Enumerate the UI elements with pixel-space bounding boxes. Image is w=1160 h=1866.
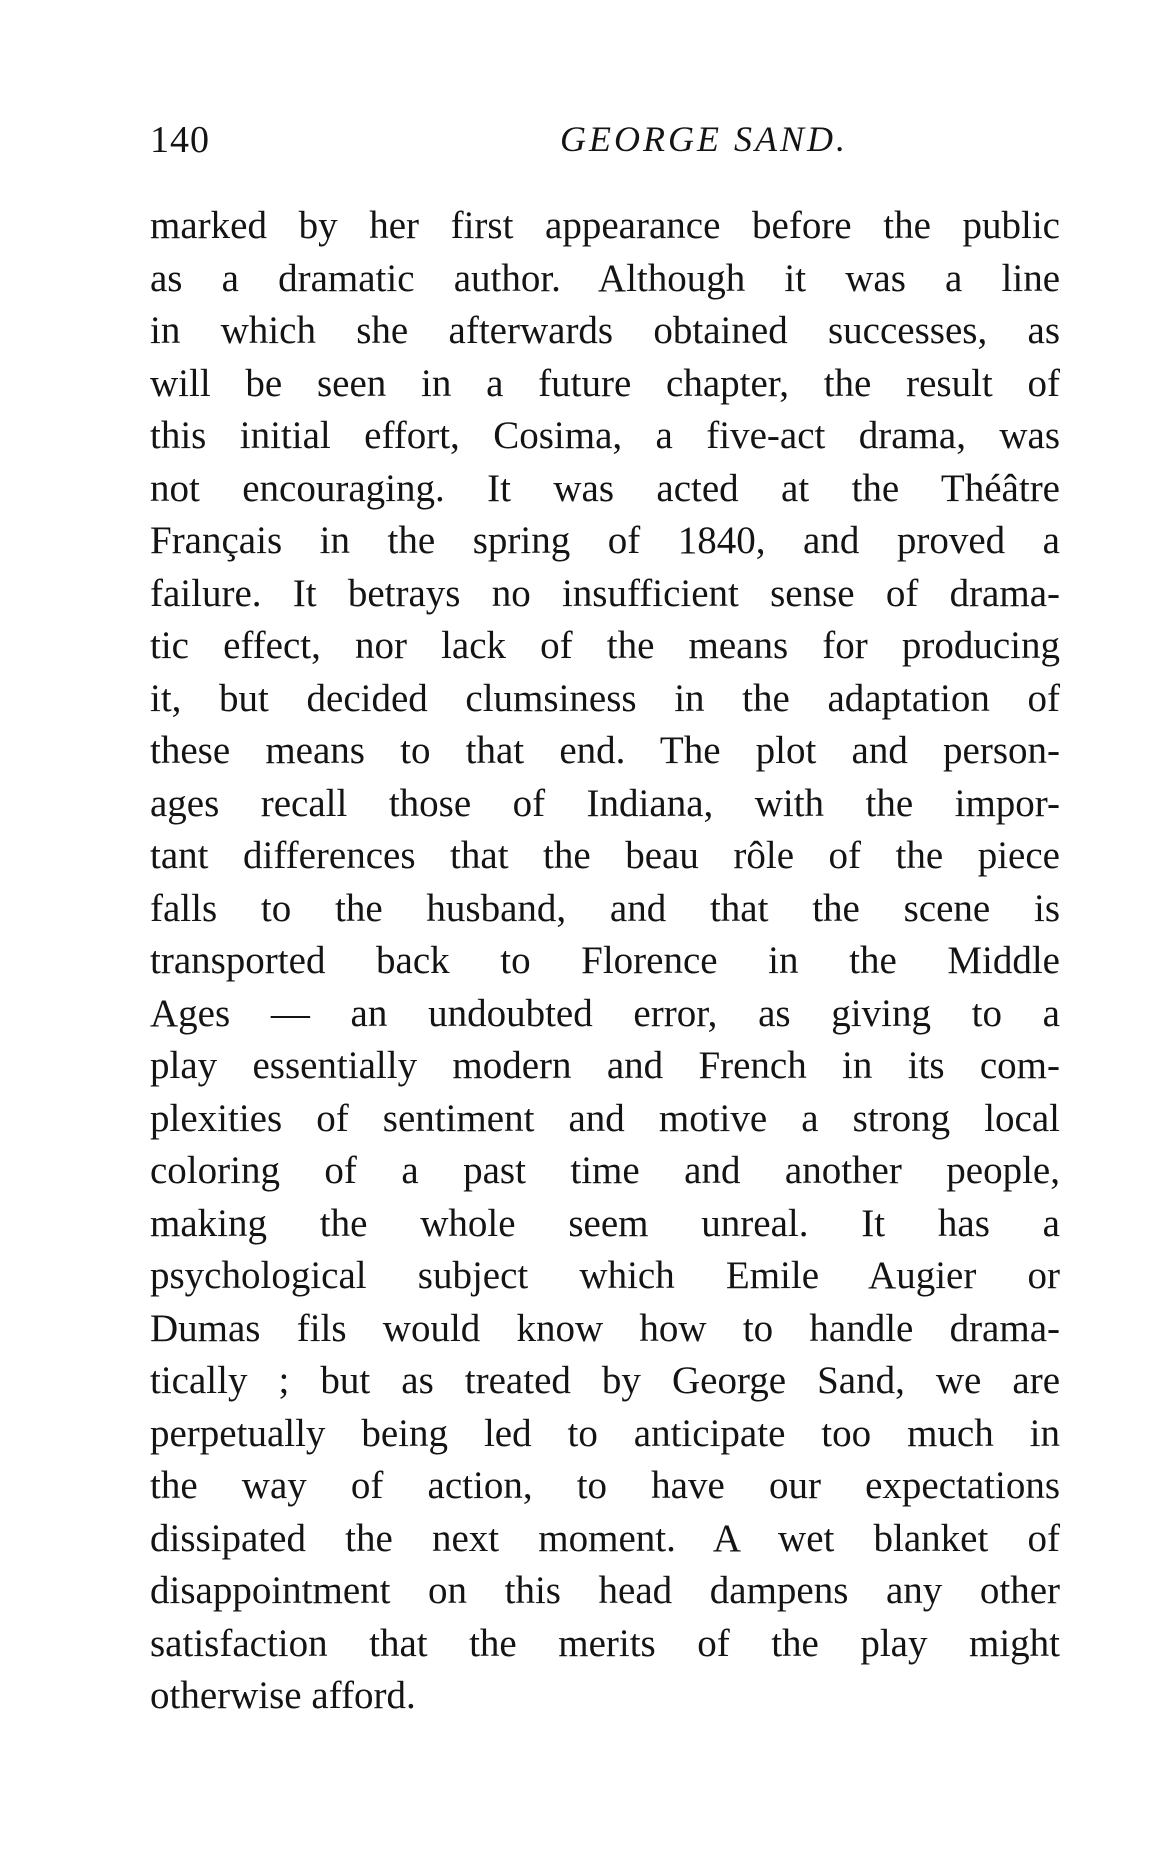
text-line: will be seen in a future chapter, the result of [150, 361, 1060, 405]
text-line: Français in the spring of 1840, and proved a [150, 519, 1060, 562]
text-line: as a dramatic author. Although it was a line [150, 256, 1060, 300]
text-line: marked by her first appearance before the public [150, 204, 1060, 247]
text-line: perpetually being led to anticipate too much in [150, 1411, 1060, 1455]
text-line: falls to the husband, and that the scene is [150, 886, 1060, 930]
text-line: this initial effort, Cosima, a five-act drama, was [150, 414, 1060, 457]
text-line: transported back to Florence in the Middle [150, 939, 1060, 982]
text-line: satisfaction that the merits of the play might [150, 1621, 1060, 1665]
page-header [150, 118, 1060, 162]
text-line: in which she afterwards obtained successes, as [150, 309, 1060, 352]
text-line: tically ; but as treated by George Sand, we are [150, 1359, 1060, 1402]
body-text [150, 200, 1060, 1723]
text-line: these means to that end. The plot and person- [150, 729, 1060, 772]
running-title: GEORGE SAND. [560, 119, 848, 159]
text-line: psychological subject which Emile Augier or [150, 1254, 1060, 1297]
text-line: Ages — an undoubted error, as giving to a [150, 991, 1060, 1035]
text-line: disappointment on this head dampens any other [150, 1569, 1060, 1612]
text-line: otherwise afford. [150, 1674, 416, 1717]
text-line: not encouraging. It was acted at the Théâtre [150, 466, 1060, 510]
text-line: play essentially modern and French in its com- [150, 1044, 1060, 1087]
text-line: tant differences that the beau rôle of the piece [150, 834, 1060, 877]
text-line: ages recall those of Indiana, with the impor- [150, 781, 1060, 825]
text-line: Dumas fils would know how to handle drama- [150, 1306, 1060, 1350]
text-line: coloring of a past time and another people, [150, 1149, 1060, 1192]
text-line: failure. It betrays no insufficient sense of drama- [150, 571, 1060, 615]
page-number: 140 [150, 119, 210, 161]
text-line: tic effect, nor lack of the means for producing [150, 624, 1060, 667]
text-line: making the whole seem unreal. It has a [150, 1201, 1060, 1245]
text-line: it, but decided clumsiness in the adaptation of [150, 676, 1060, 720]
text-line: dissipated the next moment. A wet blanket of [150, 1516, 1060, 1560]
text-line: plexities of sentiment and motive a strong local [150, 1096, 1060, 1140]
text-line: the way of action, to have our expectations [150, 1464, 1060, 1507]
